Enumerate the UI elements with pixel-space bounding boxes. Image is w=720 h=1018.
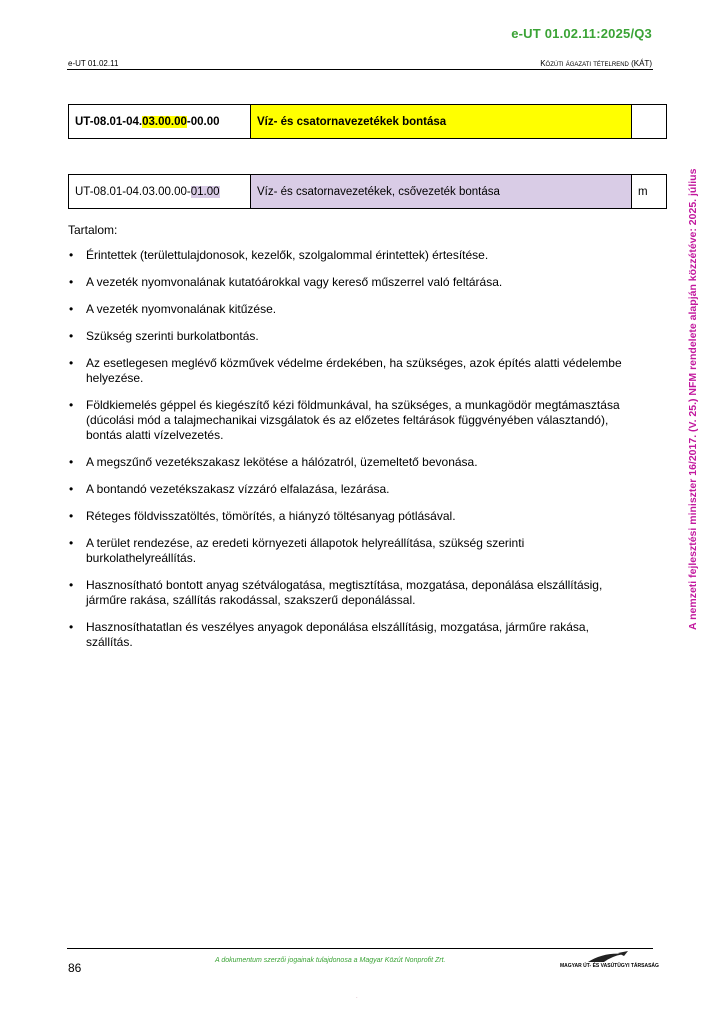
item-sub-unit: m	[632, 175, 667, 209]
bullet-icon: •	[69, 356, 74, 370]
list-item	[68, 398, 628, 443]
list-item-text: Földkiemelés géppel és kiegészítő kézi földmunkával, ha szükséges, a munkagödör megtámasztása (dúcolási mód a talajmechanikai vizsgálatok és az előzetes feltárások függvényében választandó), bontás alatti vízelvezetés.	[86, 398, 620, 442]
list-item	[68, 302, 628, 317]
bullet-icon: •	[69, 455, 74, 469]
bullet-icon: •	[69, 302, 74, 316]
item-sub-name: Víz- és csatornavezetékek, csővezeték bontása	[251, 175, 632, 209]
list-item-text: Réteges földvisszatöltés, tömörítés, a hiányzó töltésanyag pótlásával.	[86, 509, 456, 523]
bullet-icon: •	[69, 578, 74, 592]
bullet-icon: •	[69, 248, 74, 262]
item-sub-row	[68, 174, 667, 209]
list-item-text: A terület rendezése, az eredeti környezeti állapotok helyreállítása, szükség szerinti burkolathelyreállítás.	[86, 536, 525, 565]
list-item-text: Hasznosítható bontott anyag szétválogatása, megtisztítása, mozgatása, deponálása elszállításig, járműre rakása, szállítás rakodással, szakszerű deponálással.	[86, 578, 603, 607]
page-mark: .	[356, 994, 358, 1000]
list-item-text: A vezeték nyomvonalának kitűzése.	[86, 302, 277, 316]
item-main-name: Víz- és csatornavezetékek bontása	[251, 105, 632, 139]
header-left-text: e-UT 01.02.11	[68, 59, 119, 68]
publication-side-note: A nemzeti fejlesztési miniszter 16/2017. (V. 25.) NFM rendelete alapján közzétéve: 2025. július	[687, 168, 699, 630]
list-item	[68, 329, 628, 344]
item-main-code	[69, 105, 251, 139]
list-item	[68, 482, 628, 497]
header-divider	[67, 69, 653, 70]
list-item-text: A megszűnő vezetékszakasz lekötése a hálózatról, üzemeltető bevonása.	[86, 455, 478, 469]
list-item	[68, 455, 628, 470]
list-item-text: A bontandó vezetékszakasz vízzáró elfalazása, lezárása.	[86, 482, 390, 496]
list-item	[68, 536, 628, 566]
document-id: e-UT 01.02.11:2025/Q3	[511, 26, 652, 41]
list-item-text: Szükség szerinti burkolatbontás.	[86, 329, 259, 343]
logo-text: MAGYAR ÚT- ÉS VASÚTÜGYI TÁRSASÁG	[560, 963, 659, 969]
bullet-icon: •	[69, 398, 74, 412]
footer-divider	[67, 948, 653, 949]
bullet-icon: •	[69, 620, 74, 634]
bullet-icon: •	[69, 509, 74, 523]
content-list	[68, 248, 628, 662]
list-item	[68, 509, 628, 524]
list-item	[68, 356, 628, 386]
item-main-code-highlight: 03.00.00	[142, 115, 187, 128]
item-sub-code	[69, 175, 251, 209]
item-sub-code-highlight: 01.00	[190, 185, 220, 198]
item-main-row	[68, 104, 667, 139]
list-item-text: Érintettek (területtulajdonosok, kezelők, szolgalommal érintettek) értesítése.	[86, 248, 489, 262]
item-main-code-prefix: UT-08.01-04.	[75, 115, 143, 128]
bullet-icon: •	[69, 329, 74, 343]
page-number: 86	[68, 961, 82, 975]
header-right-text: Közúti ágazati tételrend (KÁT)	[540, 59, 652, 68]
list-item-text: A vezeték nyomvonalának kutatóárokkal vagy kereső műszerrel való feltárása.	[86, 275, 503, 289]
list-item	[68, 578, 628, 608]
list-item-text: Az esetlegesen meglévő közművek védelme érdekében, ha szükséges, azok építés alatti védelembe helyezése.	[86, 356, 622, 385]
copyright-notice: A dokumentum szerzői jogainak tulajdonosa a Magyar Közút Nonprofit Zrt.	[215, 957, 446, 964]
item-main-unit	[632, 105, 667, 139]
item-sub-code-prefix: UT-08.01-04.03.00.00-	[75, 185, 191, 198]
bullet-icon: •	[69, 482, 74, 496]
list-item	[68, 620, 628, 650]
bullet-icon: •	[69, 275, 74, 289]
content-label: Tartalom:	[68, 223, 118, 237]
list-item	[68, 248, 628, 263]
item-main-code-suffix: -00.00	[186, 115, 220, 128]
list-item-text: Hasznosíthatatlan és veszélyes anyagok deponálása elszállításig, mozgatása, járműre rakása, szállítás.	[86, 620, 589, 649]
bullet-icon: •	[69, 536, 74, 550]
list-item	[68, 275, 628, 290]
